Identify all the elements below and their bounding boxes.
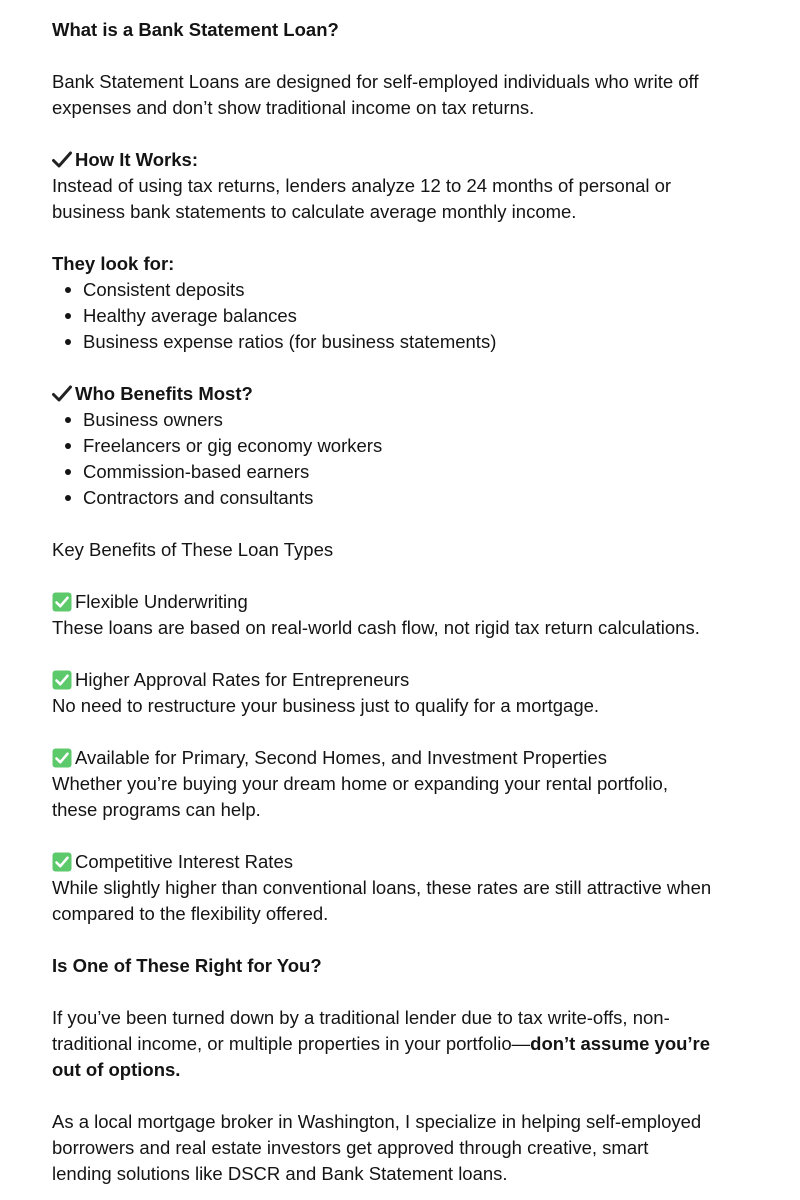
broker-line: As a local mortgage broker in Washington, I specialize in helping self-employed [52,1111,702,1132]
turned-down-emphasis: out of options. [52,1059,181,1080]
benefit-title: Higher Approval Rates for Entrepreneurs [75,669,410,690]
benefit-title: Flexible Underwriting [75,591,248,612]
benefit-line: While slightly higher than conventional loans, these rates are still attractive when [52,877,712,898]
list-item: Contractors and consultants [52,485,772,511]
turned-down-emphasis: don’t assume you’re [530,1033,711,1054]
broker-line: borrowers and real estate investors get approved through creative, smart [52,1137,649,1158]
benefit-heading [52,667,772,693]
benefit-title: Competitive Interest Rates [75,851,293,872]
list-item: Freelancers or gig economy workers [52,433,772,459]
list-item: Business owners [52,407,772,433]
broker-paragraph [52,1109,772,1187]
right-for-you-heading: Is One of These Right for You? [52,955,322,976]
checkmark-icon [52,150,72,170]
how-it-works-heading [52,147,772,173]
green-check-box-icon [52,592,72,612]
benefit-rates [52,849,772,927]
turned-down-line: If you’ve been turned down by a traditional lender due to tax write-offs, non- [52,1007,670,1028]
list-item: Business expense ratios (for business statements) [52,329,772,355]
heading-what-is: What is a Bank Statement Loan? [52,19,339,40]
who-benefits-list [52,407,772,511]
look-for-section [52,251,772,355]
benefit-approval [52,667,772,719]
benefit-line: These loans are based on real-world cash flow, not rigid tax return calculations. [52,617,700,638]
benefit-heading [52,589,772,615]
look-for-title: They look for: [52,253,175,274]
turned-down-line [52,1031,772,1057]
checkmark-icon [52,384,72,404]
intro-line: expenses and don’t show traditional income on tax returns. [52,97,535,118]
turned-down-paragraph [52,1005,772,1083]
green-check-box-icon [52,852,72,872]
how-it-works-section [52,147,772,225]
benefit-properties [52,745,772,823]
benefit-line: these programs can help. [52,799,261,820]
intro-paragraph [52,69,772,121]
who-benefits-heading [52,381,772,407]
benefit-line: compared to the flexibility offered. [52,903,329,924]
who-benefits-section [52,381,772,511]
green-check-box-icon [52,748,72,768]
turned-down-text: traditional income, or multiple properties in your portfolio— [52,1033,531,1054]
intro-line: Bank Statement Loans are designed for self-employed individuals who write off [52,71,699,92]
broker-line: lending solutions like DSCR and Bank Statement loans. [52,1163,508,1184]
benefit-heading [52,745,772,771]
list-item: Healthy average balances [52,303,772,329]
key-benefits-heading: Key Benefits of These Loan Types [52,539,334,560]
green-check-box-icon [52,670,72,690]
benefit-heading [52,849,772,875]
benefit-title: Available for Primary, Second Homes, and Investment Properties [75,747,607,768]
list-item: Commission-based earners [52,459,772,485]
benefit-flexible [52,589,772,641]
benefit-line: Whether you’re buying your dream home or expanding your rental portfolio, [52,773,668,794]
list-item: Consistent deposits [52,277,772,303]
how-it-works-line: business bank statements to calculate average monthly income. [52,201,577,222]
look-for-list [52,277,772,355]
how-it-works-title: How It Works: [75,149,198,170]
benefit-line: No need to restructure your business just to qualify for a mortgage. [52,695,600,716]
who-benefits-title: Who Benefits Most? [75,383,253,404]
how-it-works-line: Instead of using tax returns, lenders analyze 12 to 24 months of personal or [52,175,672,196]
